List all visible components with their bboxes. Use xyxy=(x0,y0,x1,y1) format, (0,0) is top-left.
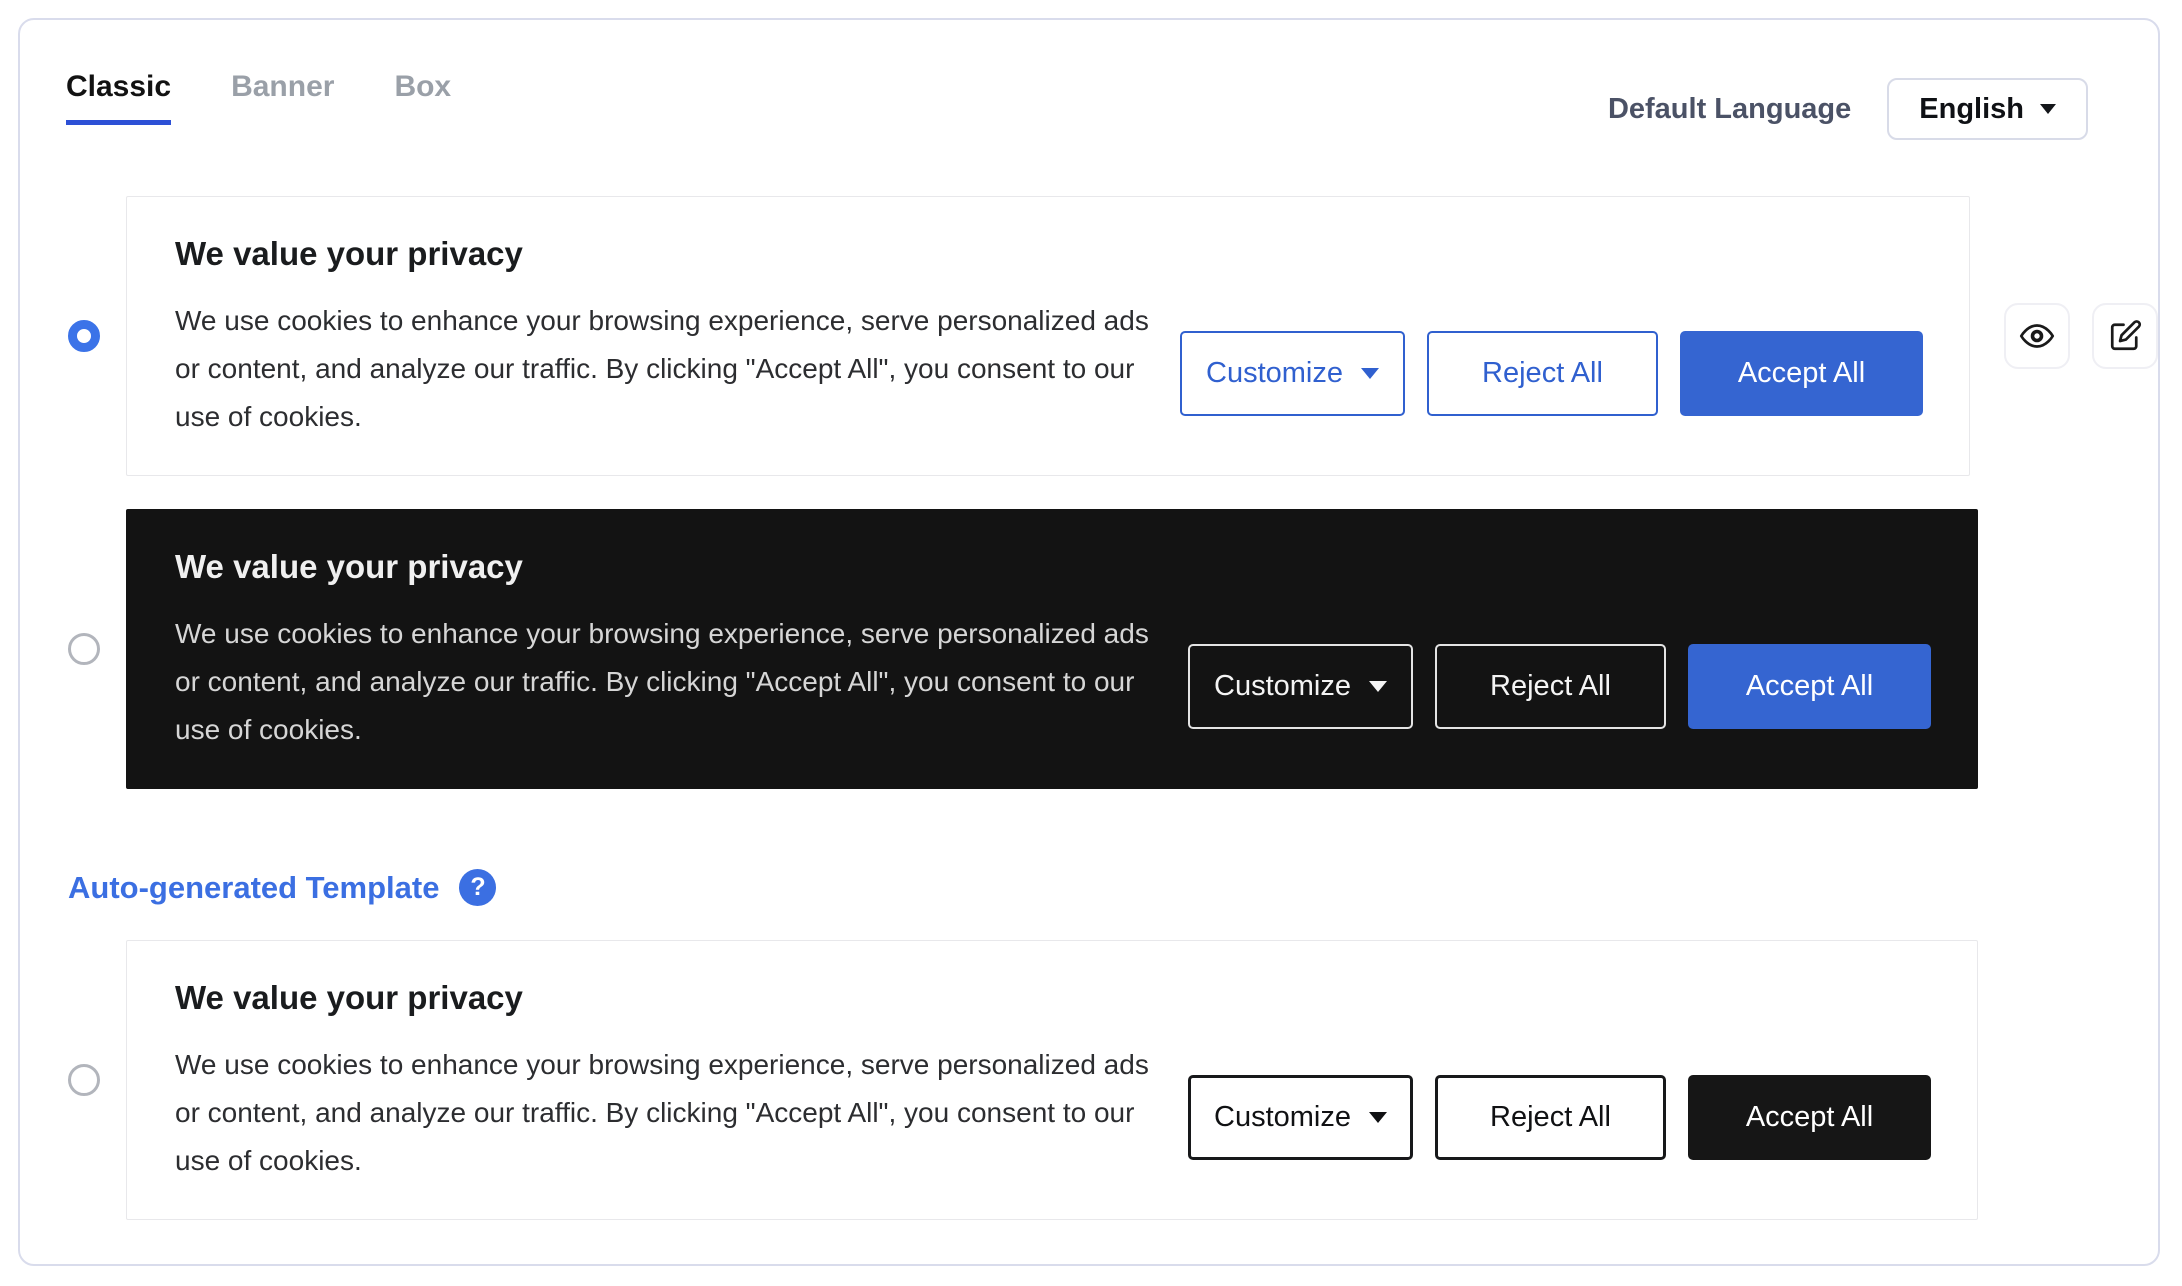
cookie-banner-preview-light xyxy=(126,196,1970,476)
template-option-classic-light xyxy=(68,196,2158,476)
customize-button[interactable] xyxy=(1188,644,1413,729)
accept-all-button[interactable]: Accept All xyxy=(1688,644,1931,729)
edit-icon xyxy=(2107,318,2143,354)
banner-description-line: We use cookies to enhance your browsing experience, serve personalized ads xyxy=(175,1049,1149,1080)
template-selector-panel xyxy=(18,18,2160,1266)
banner-title: We value your privacy xyxy=(175,979,523,1016)
template-radio-auto-generated[interactable] xyxy=(68,1064,100,1096)
cookie-banner-preview-dark xyxy=(126,509,1978,789)
language-select-value: English xyxy=(1919,92,2024,125)
panel-header xyxy=(20,20,2158,140)
banner-text xyxy=(175,979,1149,1185)
reject-all-button[interactable]: Reject All xyxy=(1435,644,1666,729)
template-actions xyxy=(2004,303,2158,369)
template-option-classic-dark xyxy=(68,509,2158,789)
auto-generated-section-header xyxy=(68,869,2158,906)
default-language-label: Default Language xyxy=(1607,92,1852,125)
reject-all-button[interactable]: Reject All xyxy=(1427,331,1658,416)
cookie-banner-preview-auto xyxy=(126,940,1978,1220)
customize-label: Customize xyxy=(1206,357,1343,389)
banner-description-line: We use cookies to enhance your browsing experience, serve personalized ads xyxy=(175,618,1149,649)
edit-button[interactable] xyxy=(2092,303,2158,369)
tab-classic[interactable]: Classic xyxy=(66,70,171,125)
chevron-down-icon xyxy=(2040,104,2056,114)
customize-label: Customize xyxy=(1214,670,1351,702)
caret-down-icon xyxy=(1369,681,1387,692)
reject-all-button[interactable]: Reject All xyxy=(1435,1075,1666,1160)
question-circle-icon[interactable]: ? xyxy=(459,869,496,906)
customize-label: Customize xyxy=(1214,1101,1351,1133)
accept-all-button[interactable]: Accept All xyxy=(1680,331,1923,416)
caret-down-icon xyxy=(1369,1112,1387,1123)
tab-banner[interactable]: Banner xyxy=(231,70,335,103)
auto-generated-title: Auto-generated Template xyxy=(68,869,440,905)
banner-title: We value your privacy xyxy=(175,548,523,585)
eye-icon xyxy=(2019,318,2055,354)
preview-button[interactable] xyxy=(2004,303,2070,369)
accept-all-button[interactable]: Accept All xyxy=(1688,1075,1931,1160)
customize-button[interactable] xyxy=(1188,1075,1413,1160)
template-option-auto-generated xyxy=(68,940,2158,1220)
banner-description-line: We use cookies to enhance your browsing experience, serve personalized ads xyxy=(175,305,1149,336)
banner-text xyxy=(175,235,1149,441)
tab-box[interactable]: Box xyxy=(394,70,452,103)
banner-description-line: or content, and analyze our traffic. By clicking "Accept All", you consent to our xyxy=(175,1097,1135,1128)
customize-button[interactable] xyxy=(1180,331,1405,416)
caret-down-icon xyxy=(1361,368,1379,379)
banner-description-line: or content, and analyze our traffic. By clicking "Accept All", you consent to our xyxy=(175,666,1135,697)
banner-description-line: or content, and analyze our traffic. By clicking "Accept All", you consent to our xyxy=(175,353,1135,384)
template-type-tabs xyxy=(66,70,451,125)
banner-buttons xyxy=(1188,644,1931,729)
banner-description-line: use of cookies. xyxy=(175,714,362,745)
banner-buttons xyxy=(1180,331,1923,416)
language-area xyxy=(1608,78,2088,140)
banner-buttons xyxy=(1188,1075,1931,1160)
banner-text xyxy=(175,548,1149,754)
banner-title: We value your privacy xyxy=(175,235,523,272)
template-radio-classic-dark[interactable] xyxy=(68,633,100,665)
banner-description-line: use of cookies. xyxy=(175,401,362,432)
banner-description-line: use of cookies. xyxy=(175,1145,362,1176)
template-radio-classic-light[interactable] xyxy=(68,320,100,352)
language-select[interactable] xyxy=(1887,78,2088,140)
